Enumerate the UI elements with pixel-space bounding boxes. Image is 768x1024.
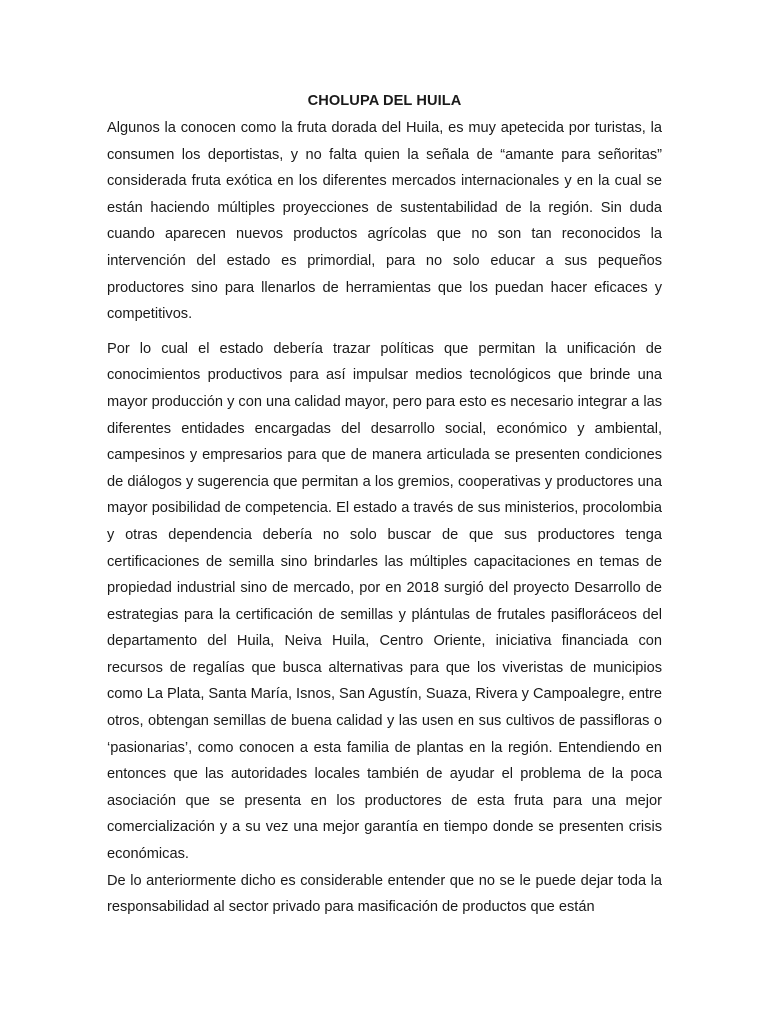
- paragraph-2: Por lo cual el estado debería trazar políticas que permitan la unificación de conocimientos productivos para así impulsar medios tecnológicos que brinde una mayor producción y con una calidad mayor, pero para esto es necesario integrar a las diferentes entidades encargadas del desarrollo social, económico y ambiental, campesinos y empresarios para que de manera articulada se presenten condiciones de diálogos y sugerencia que permitan a los gremios, cooperativas y productores una mayor posibilidad de competencia. El estado a través de sus ministerios, procolombia y otras dependencia debería no solo buscar de que sus productores tenga certificaciones de semilla sino brindarles las múltiples capacitaciones en temas de propiedad industrial sino de mercado, por en 2018 surgió del proyecto Desarrollo de estrategias para la certificación de semillas y plántulas de frutales pasifloráceos del departamento del Huila, Neiva Huila, Centro Oriente, iniciativa financiada con recursos de regalías que busca alternativas para que los viveristas de municipios como La Plata, Santa María, Isnos, San Agustín, Suaza, Rivera y Campoalegre, entre otros, obtengan semillas de buena calidad y las usen en sus cultivos de passifloras o ‘pasionarias’, como conocen a esta familia de plantas en la región. Entendiendo en entonces que las autoridades locales también de ayudar el problema de la poca asociación que se presenta en los productores de esta fruta para una mejor comercialización y a su vez una mejor garantía en tiempo donde se presenten crisis económicas.: [107, 340, 662, 863]
- paragraph-1: Algunos la conocen como la fruta dorada del Huila, es muy apetecida por turistas, la consumen los deportistas, y no falta quien la señala de “amante para señoritas” considerada fruta exótica en los diferentes mercados internacionales y en la cual se están haciendo múltiples proyecciones de sustentabilidad de la región. Sin duda cuando aparecen nuevos productos agrícolas que no son tan reconocidos la intervención del estado es primordial, para no solo educar a sus pequeños productores sino para llenarlos de herramientas que los puedan hacer eficaces y competitivos.: [107, 120, 662, 323]
- paragraph-3: De lo anteriormente dicho es considerable entender que no se le puede dejar toda la responsabilidad al sector privado para masificación de productos que están: [107, 872, 662, 916]
- document-title: CHOLUPA DEL HUILA: [307, 93, 462, 109]
